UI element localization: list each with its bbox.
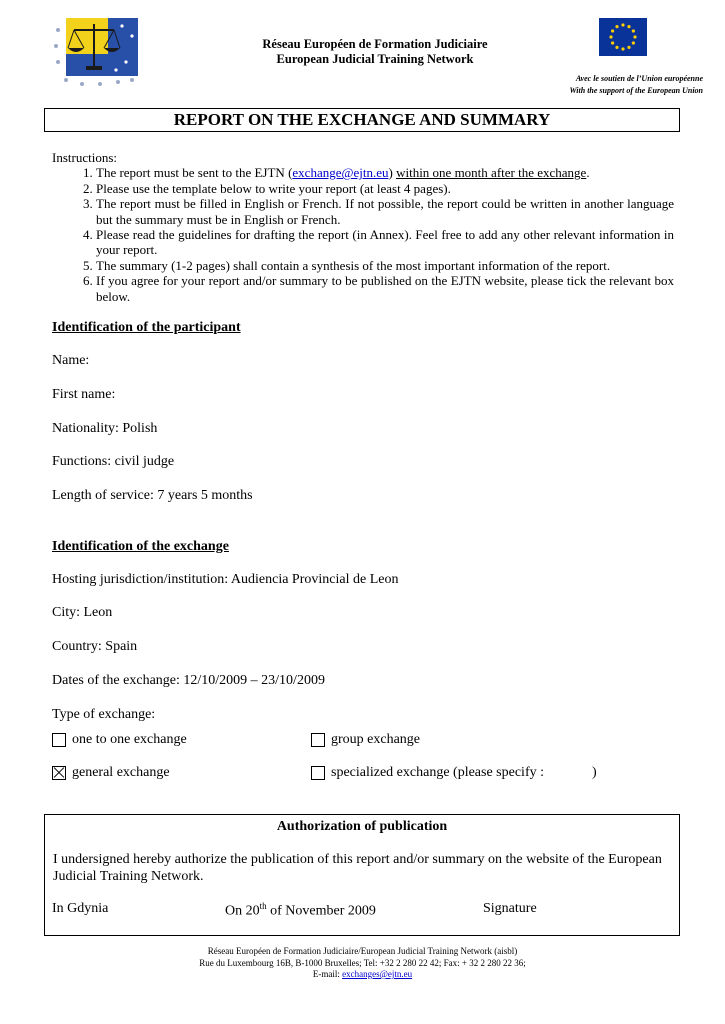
- support-fr: Avec le soutien de l’Union européenne: [575, 74, 703, 83]
- option-specialized[interactable]: [311, 765, 544, 781]
- eu-star: [615, 46, 618, 49]
- eu-star: [633, 35, 636, 38]
- eu-star: [627, 25, 630, 28]
- option-label: specialized exchange (please specify :: [331, 765, 545, 780]
- nationality-field: Nationality: Polish: [52, 421, 158, 436]
- eu-star: [621, 47, 624, 50]
- participant-heading: Identification of the participant: [52, 320, 241, 335]
- eu-star: [632, 41, 635, 44]
- instruction-item-1: [96, 165, 674, 180]
- country-field: Country: Spain: [52, 639, 138, 654]
- date-text: of November 2009: [266, 903, 376, 919]
- eu-star: [611, 41, 614, 44]
- exchange-heading: Identification of the exchange: [52, 539, 229, 554]
- authorization-box: [44, 814, 680, 936]
- eu-star: [611, 29, 614, 32]
- document-title: REPORT ON THE EXCHANGE AND SUMMARY: [44, 108, 680, 132]
- authorization-text: I undersigned hereby authorize the publication of this report and/or summary on the website of the European Judicial Training Network.: [53, 852, 662, 884]
- deadline-text: within one month after the exchange: [396, 165, 587, 181]
- ejtn-scales-logo: [52, 14, 142, 88]
- option-one-to-one[interactable]: [52, 732, 187, 748]
- org-name-fr: Réseau Européen de Formation Judiciaire: [262, 37, 488, 51]
- instruction-item-6: 6. If you agree for your report and/or summary to be published on the EJTN website, please tick the relevant box below.: [96, 273, 674, 304]
- authorization-title: Authorization of publication: [276, 819, 448, 834]
- eu-star: [627, 46, 630, 49]
- eu-star: [632, 29, 635, 32]
- dates-field: Dates of the exchange: 12/10/2009 – 23/10/2009: [52, 673, 325, 688]
- eu-flag-icon: [599, 18, 647, 56]
- checkbox[interactable]: [52, 733, 66, 747]
- date: [225, 901, 376, 920]
- footer-email-link[interactable]: exchanges@ejtn.eu: [342, 969, 413, 979]
- instruction-item-2: 2. Please use the template below to write your report (at least 4 pages).: [96, 181, 674, 196]
- eu-star: [609, 35, 612, 38]
- instruction-text: The report must be sent to the EJTN (: [96, 165, 293, 181]
- footer-line-1: Réseau Européen de Formation Judiciaire/European Judicial Training Network (aisbl): [207, 946, 518, 956]
- instruction-text: .: [586, 165, 590, 181]
- footer-line-2: Rue du Luxembourg 16B, B-1000 Bruxelles; Tel: +32 2 280 22 42; Fax: + 32 2 280 22 36;: [199, 957, 526, 968]
- instruction-item-3: 3. The report must be filled in English or French. If not possible, the report could be written in another language but the summary must be in English or French.: [96, 196, 674, 227]
- eu-support-note: [569, 73, 703, 97]
- checkbox[interactable]: [52, 766, 66, 780]
- checkbox[interactable]: [311, 766, 325, 780]
- option-label: general exchange: [72, 765, 170, 780]
- footer-line-3: [0, 969, 725, 981]
- specify-close-paren: ): [592, 765, 597, 780]
- option-label: group exchange: [331, 732, 421, 747]
- email-label: E-mail:: [312, 969, 343, 979]
- signature-label: Signature: [483, 901, 537, 916]
- place: In Gdynia: [52, 901, 109, 916]
- exchange-type-label: Type of exchange:: [52, 707, 156, 722]
- support-en: With the support of the European Union: [569, 86, 703, 95]
- first-name-field: First name:: [52, 387, 116, 402]
- instructions: [52, 150, 674, 304]
- eu-star: [621, 23, 624, 26]
- checkbox[interactable]: [311, 733, 325, 747]
- header-organization: [150, 37, 600, 67]
- option-label: one to one exchange: [72, 732, 187, 747]
- instruction-text: ): [388, 165, 397, 181]
- name-field: Name:: [52, 353, 90, 368]
- instructions-list: [52, 165, 674, 304]
- instruction-item-4: 4. Please read the guidelines for drafting the report (in Annex). Feel free to add any other relevant information in your report.: [96, 227, 674, 258]
- footer: [0, 946, 725, 981]
- org-name-en: European Judicial Training Network: [276, 52, 474, 66]
- length-of-service-field: Length of service: 7 years 5 months: [52, 488, 253, 503]
- date-text: On 20: [225, 903, 260, 919]
- instructions-label: Instructions:: [52, 150, 117, 165]
- functions-field: Functions: civil judge: [52, 454, 175, 469]
- option-general[interactable]: [52, 765, 170, 781]
- city-field: City: Leon: [52, 605, 113, 620]
- option-group[interactable]: [311, 732, 420, 748]
- date-suffix: th: [259, 901, 267, 911]
- hosting-field: Hosting jurisdiction/institution: Audiencia Provincial de Leon: [52, 572, 399, 587]
- instruction-item-5: 5. The summary (1-2 pages) shall contain a synthesis of the most important information of the report.: [96, 258, 674, 273]
- eu-star: [615, 25, 618, 28]
- ejtn-email-link[interactable]: exchange@ejtn.eu: [292, 165, 389, 181]
